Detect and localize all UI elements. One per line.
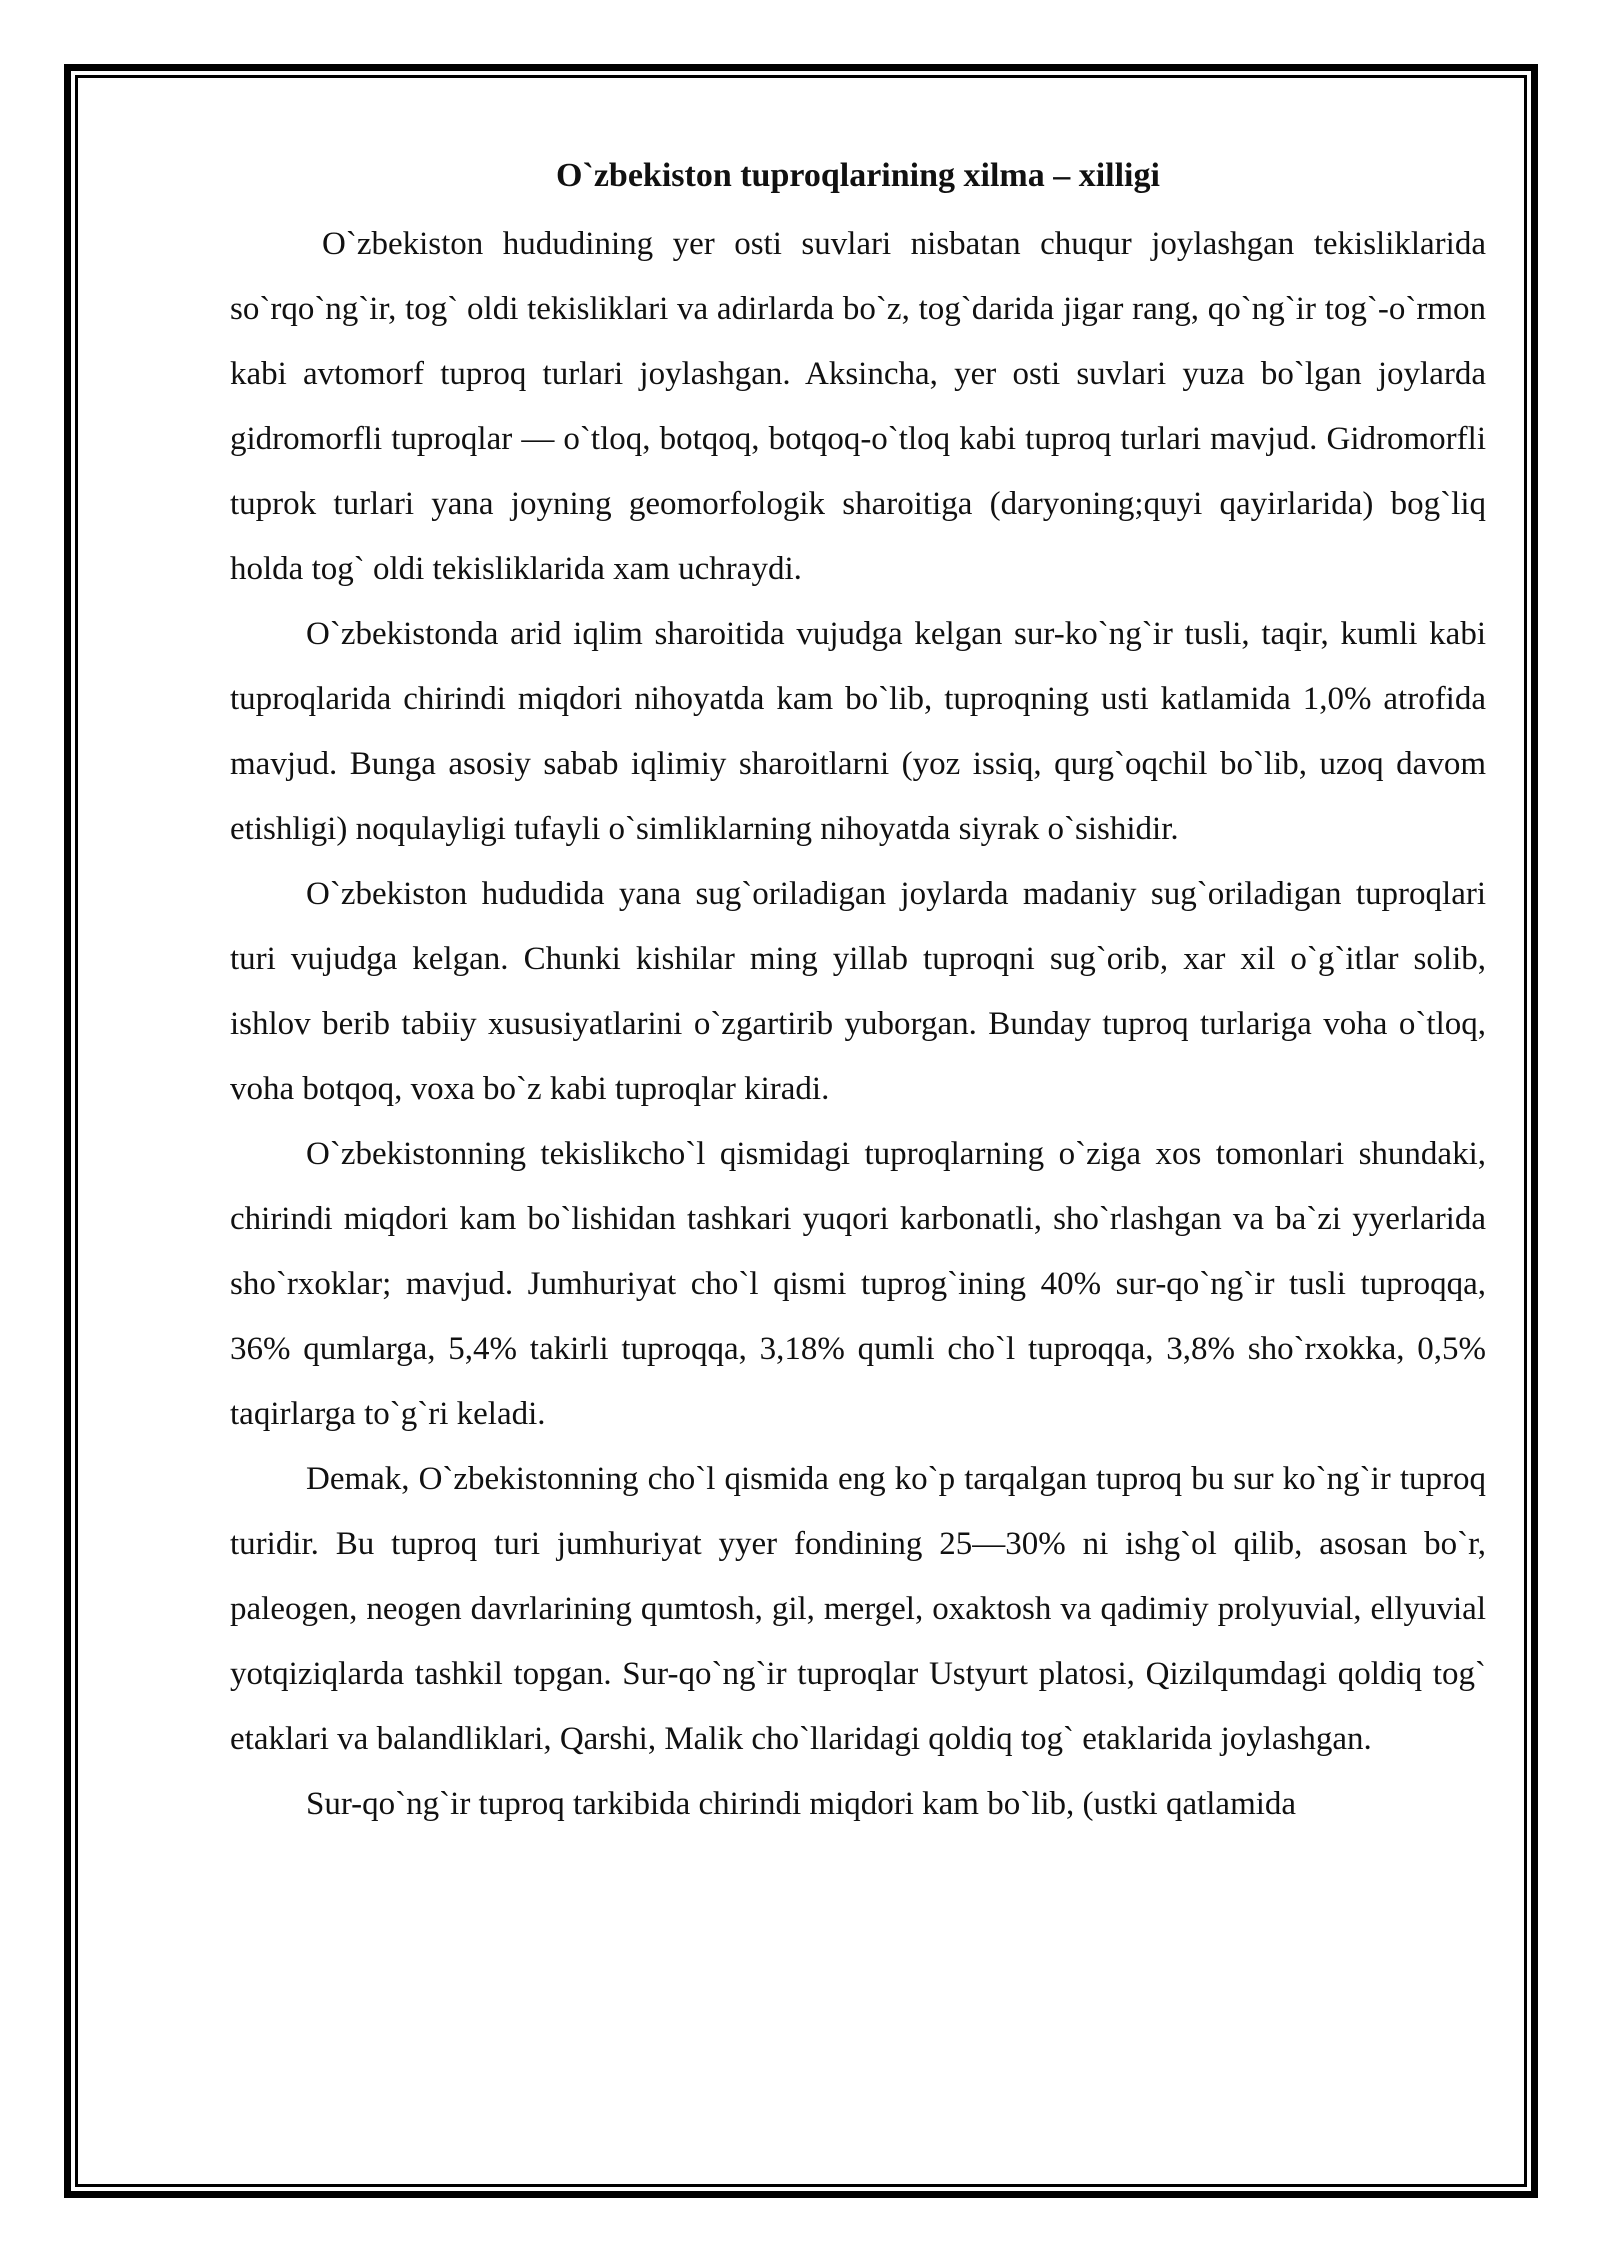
paragraph-2: O`zbekistonda arid iqlim sharoitida vujudga kelgan sur-ko`ng`ir tusli, taqir, kumli kabi tuproqlarida chirindi miqdori nihoyatda kam bo`lib, tuproqning usti katlamida 1,0% atrofida mavjud. Bunga asosiy sabab iqlimiy sharoitlarni (yoz issiq, qurg`oqchil bo`lib, uzoq davom etishligi) noqulayligi tufayli o`simliklarning nihoyatda siyrak o`sishidir. — [230, 616, 1486, 847]
document-title: O`zbekiston tuproqlarining xilma – xilligi — [556, 157, 1160, 194]
paragraph-6: Sur-qo`ng`ir tuproq tarkibida chirindi miqdori kam bo`lib, (ustki qatlamida — [306, 1786, 1297, 1822]
paragraph-3: O`zbekiston hududida yana sug`oriladigan joylarda madaniy sug`oriladigan tuproqlari turi vujudga kelgan. Chunki kishilar ming yillab tuproqni sug`orib, xar xil o`g`itlar solib, ishlov berib tabiiy xususiyatlarini o`zgartirib yuborgan. Bunday tuproq turlariga voha o`tloq, voha botqoq, voxa bo`z kabi tuproqlar kiradi. — [230, 876, 1486, 1107]
paragraph-5: Demak, O`zbekistonning cho`l qismida eng ko`p tarqalgan tuproq bu sur ko`ng`ir tuproq turidir. Bu tuproq turi jumhuriyat yyer fondining 25—30% ni ishg`ol qilib, asosan bo`r, paleogen, neogen davrlarining qumtosh, gil, mergel, oxaktosh va qadimiy prolyuvial, ellyuvial yotqiziqlarda tashkil topgan. Sur-qo`ng`ir tuproqlar Ustyurt platosi, Qizilqumdagi qoldiq tog` etaklari va balandliklari, Qarshi, Malik cho`llaridagi qoldiq tog` etaklarida joylashgan. — [230, 1461, 1486, 1757]
document-body — [230, 140, 1486, 1837]
paragraph-4: O`zbekistonning tekislikcho`l qismidagi tuproqlarning o`ziga xos tomonlari shundaki, chirindi miqdori kam bo`lishidan tashkari yuqori karbonatli, sho`rlashgan va ba`zi yyerlarida sho`rxoklar; mavjud. Jumhuriyat cho`l qismi tuprog`ining 40% sur-qo`ng`ir tusli tuproqqa, 36% qumlarga, 5,4% takirli tuproqqa, 3,18% qumli cho`l tuproqqa, 3,8% sho`rxokka, 0,5% taqirlarga to`g`ri keladi. — [230, 1136, 1486, 1432]
paragraph-1: O`zbekiston hududining yer osti suvlari nisbatan chuqur joylashgan tekisliklarida so`rqo`ng`ir, tog` oldi tekisliklari va adirlarda bo`z, tog`darida jigar rang, qo`ng`ir tog`-o`rmon kabi avtomorf tuproq turlari joylashgan. Aksincha, yer osti suvlari yuza bo`lgan joylarda gidromorfli tuproqlar — o`tloq, botqoq, botqoq-o`tloq kabi tuproq turlari mavjud. Gidromorfli tuprok turlari yana joyning geomorfologik sharoitiga (daryoning;quyi qayirlarida) bog`liq holda tog` oldi tekisliklarida xam uchraydi. — [230, 226, 1486, 587]
